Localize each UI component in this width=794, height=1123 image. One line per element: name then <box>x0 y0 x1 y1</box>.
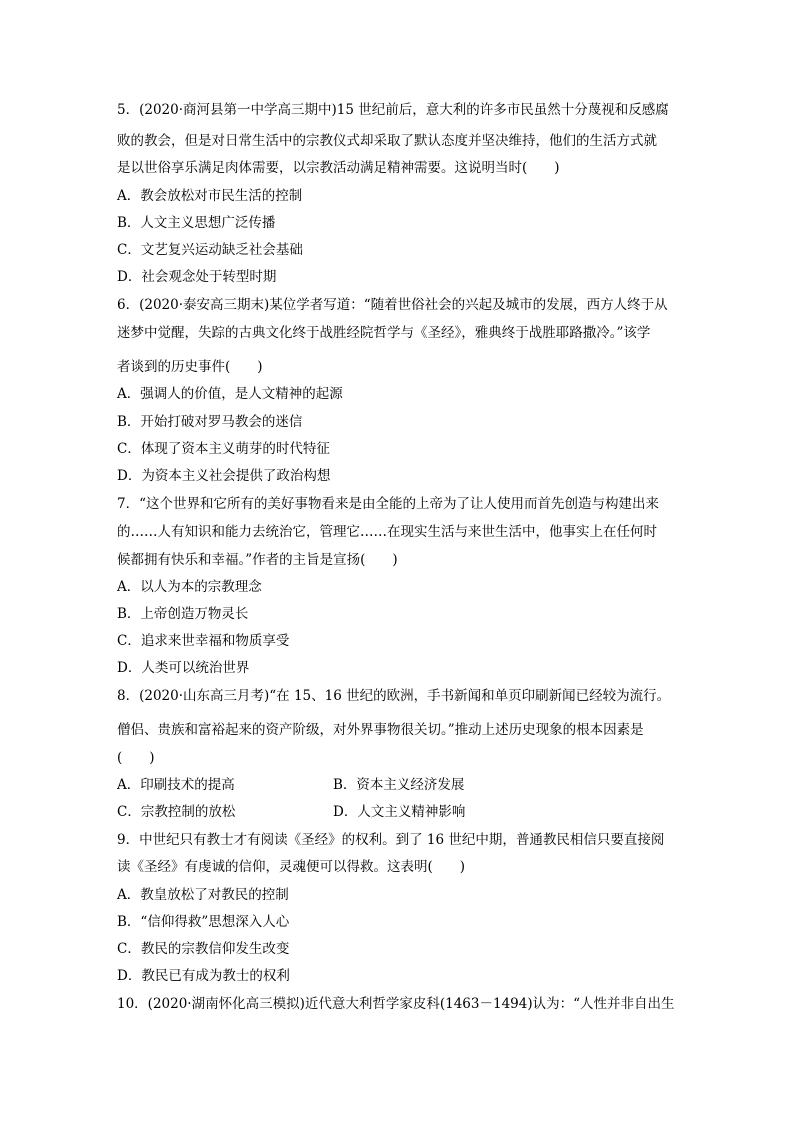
question-5-line-1: 5．(2020·商河县第一中学高三期中)15 世纪前后，意大利的许多市民虽然十分蔑视和反感腐 <box>117 102 669 118</box>
question-6-line-2: 迷梦中觉醒，失踪的古典文化终于战胜经院哲学与《圣经》，雅典终于战胜耶路撒冷。”该学 <box>117 325 651 341</box>
question-8-line-1: 8．(2020·山东高三月考)“在 15、16 世纪的欧洲，手书新闻和单页印刷新闻已经较为流行。 <box>117 688 671 704</box>
question-8-options-row-1 <box>117 776 465 794</box>
question-8-option-d: D．人文主义精神影响 <box>333 804 466 820</box>
question-10-line-1: 10．(2020·湖南怀化高三模拟)近代意大利哲学家皮科(1463－1494)认为：“人性并非自出生 <box>117 996 675 1012</box>
question-9-option-c: C．教民的宗教信仰发生改变 <box>117 941 290 957</box>
question-7-option-c: C．追求来世幸福和物质享受 <box>117 633 290 649</box>
question-7-option-d: D．人类可以统治世界 <box>117 660 250 676</box>
question-5-option-d: D．社会观念处于转型时期 <box>117 269 277 285</box>
question-8-line-3: ( ) <box>117 750 155 766</box>
question-9-line-1: 9．中世纪只有教士才有阅读《圣经》的权利。到了 16 世纪中期，普通教民相信只要直接阅 <box>117 832 665 848</box>
question-9-option-d: D．教民已有成为教士的权利 <box>117 968 290 984</box>
question-5-option-a: A．教会放松对市民生活的控制 <box>117 188 303 204</box>
question-5-line-2: 败的教会，但是对日常生活中的宗教仪式却采取了默认态度并坚决维持，他们的生活方式就 <box>117 133 657 149</box>
question-8-option-c: C．宗教控制的放松 <box>117 804 236 820</box>
question-5-option-c: C．文艺复兴运动缺乏社会基础 <box>117 242 303 258</box>
question-6-option-c: C．体现了资本主义萌芽的时代特征 <box>117 441 330 457</box>
question-8-options-row-2 <box>117 803 466 821</box>
question-5-option-b: B．人文主义思想广泛传播 <box>117 215 276 231</box>
question-7-line-3: 候都拥有快乐和幸福。”作者的主旨是宣扬( ) <box>117 552 398 568</box>
question-8-option-a: A．印刷技术的提高 <box>117 777 235 793</box>
question-8-line-2: 僧侣、贵族和富裕起来的资产阶级，对外界事物很关切。”推动上述历史现象的根本因素是 <box>117 722 644 738</box>
question-6-line-3: 者谈到的历史事件( ) <box>117 359 263 375</box>
question-8-option-b: B．资本主义经济发展 <box>333 777 465 793</box>
question-7-option-b: B．上帝创造万物灵长 <box>117 606 249 622</box>
question-6-line-1: 6．(2020·泰安高三期末)某位学者写道：“随着世俗社会的兴起及城市的发展，西方人终于从 <box>117 297 668 313</box>
question-7-line-1: 7．“这个世界和它所有的美好事物看来是由全能的上帝为了让人使用而首先创造与构建出来 <box>117 496 659 512</box>
question-6-option-a: A．强调人的价值，是人文精神的起源 <box>117 386 343 402</box>
question-7-line-2: 的……人有知识和能力去统治它，管理它……在现实生活与来世生活中，他事实上在任何时 <box>117 524 657 540</box>
question-9-option-b: B．“信仰得救”思想深入人心 <box>117 914 290 930</box>
question-6-option-d: D．为资本主义社会提供了政治构想 <box>117 468 331 484</box>
question-9-line-2: 读《圣经》有虔诚的信仰，灵魂便可以得救。这表明( ) <box>117 859 466 875</box>
question-9-option-a: A．教皇放松了对教民的控制 <box>117 887 289 903</box>
question-6-option-b: B．开始打破对罗马教会的迷信 <box>117 414 303 430</box>
question-7-option-a: A．以人为本的宗教理念 <box>117 579 262 595</box>
question-5-line-3: 是以世俗享乐满足肉体需要，以宗教活动满足精神需要。这说明当时( ) <box>117 160 560 176</box>
